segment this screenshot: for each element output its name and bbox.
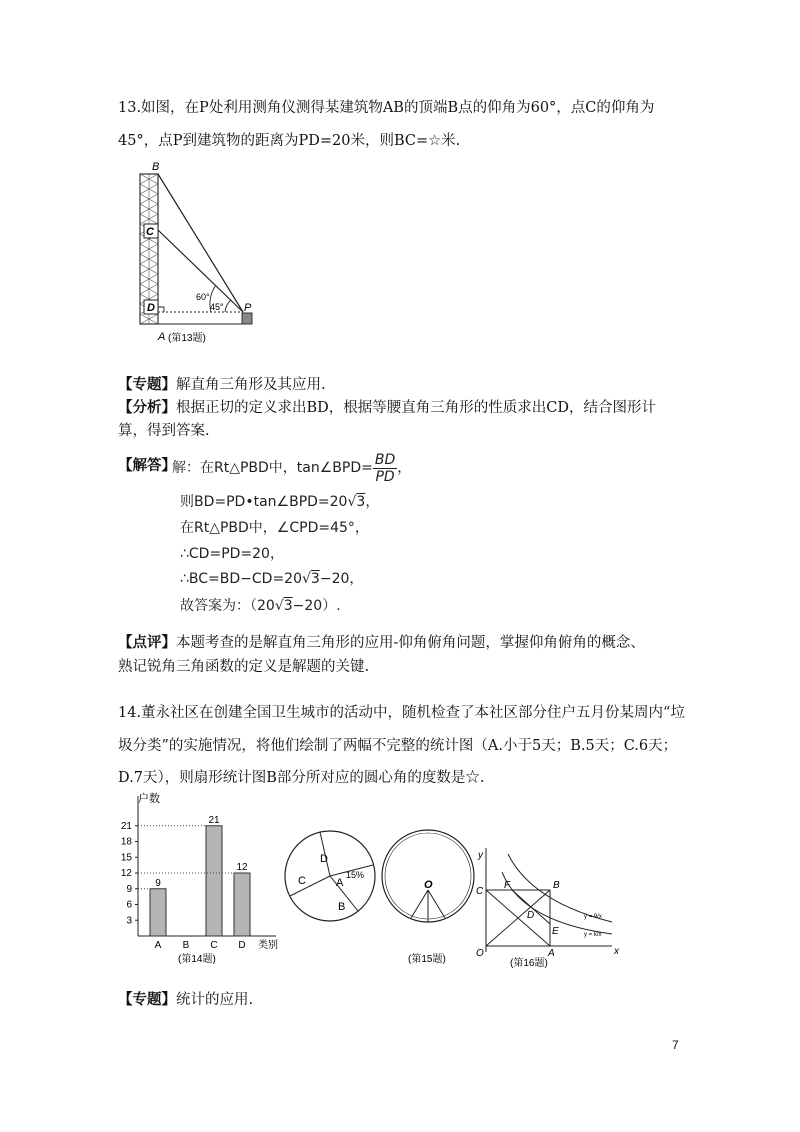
svg-text:y: y — [478, 850, 483, 861]
pie-slice-b: B — [338, 901, 346, 913]
theodolite — [242, 313, 252, 324]
q13-text-line1: 13.如图，在P处利用测角仪测得某建筑物AB的顶端B点的仰角为60°，点C的仰角为 — [118, 100, 655, 116]
answer-tag: 【解答】 — [118, 457, 176, 474]
label-a: A — [158, 331, 166, 343]
category-label-C: C — [210, 940, 218, 951]
figure-15 — [378, 822, 478, 972]
label-d: D — [147, 302, 155, 314]
category-label-B: B — [182, 940, 190, 951]
svg-text:B: B — [553, 880, 560, 891]
label-b: B — [152, 161, 160, 173]
pie-slice-a: A — [336, 877, 344, 889]
label-c: C — [146, 226, 154, 238]
y-axis-label: 户数 — [138, 793, 160, 805]
q13-comment-line2: 熟记锐角三角函数的定义是解题的关键. — [118, 659, 370, 675]
solution-line1: 解：在Rt△PBD中，tan∠BPD= $\frac{BD}{PD}$ ， — [172, 451, 412, 485]
svg-text:C: C — [476, 886, 484, 897]
pie-slice-c: C — [298, 875, 306, 887]
fraction-bd-pd: $\frac{BD}{PD}$ — [374, 451, 396, 485]
q13-text-line2: 45°，点P到建筑物的距离为PD=20米，则BC=☆米. — [118, 133, 461, 149]
figure-16 — [472, 842, 622, 970]
pie-slice-d: D — [320, 853, 328, 865]
svg-text:D: D — [527, 910, 535, 921]
svg-text:A: A — [548, 948, 555, 959]
comment-tag: 【点评】 — [118, 634, 176, 651]
q13-analysis-line1 — [118, 398, 656, 418]
q13-topic — [118, 375, 326, 395]
figure-13 — [130, 160, 270, 350]
y-tick-label: 18 — [120, 836, 132, 848]
bar-C — [206, 826, 222, 936]
q14-text-line3: D.7天），则扇形统计图B部分所对应的圆心角的度数是☆. — [118, 770, 485, 786]
data-label-D: 12 — [236, 862, 248, 873]
right-angle-mark — [158, 307, 164, 312]
y-tick-label: 6 — [126, 899, 132, 911]
y-tick-label: 9 — [126, 883, 132, 895]
q14-text-line1: 14.董永社区在创建全国卫生城市的活动中，随机检查了本社区部分住户五月份某周内“垃 — [118, 705, 685, 721]
pie-chart-14 — [282, 828, 378, 924]
svg-text:O: O — [476, 948, 484, 959]
y-tick-label: 21 — [120, 820, 132, 832]
page-number: 7 — [672, 1038, 679, 1052]
bar-A — [150, 889, 166, 936]
svg-text:y = k/x: y = k/x — [584, 932, 602, 938]
label-p: P — [244, 302, 252, 314]
category-label-A: A — [154, 940, 162, 951]
chart-caption: (第14题) — [178, 954, 216, 965]
arc-45 — [225, 300, 231, 312]
q14-text-line2: 圾分类”的实施情况，将他们绘制了两幅不完整的统计图（A.小于5天；B.5天；C.6天； — [118, 738, 678, 754]
y-tick-label: 12 — [120, 868, 132, 879]
svg-text:F: F — [504, 880, 511, 891]
curve-9-over-x — [508, 854, 612, 922]
x-axis-label: 类别 — [258, 940, 278, 951]
solution-line3: 在Rt△PBD中，∠CPD=45°， — [180, 520, 369, 536]
topic-tag: 【专题】 — [118, 376, 176, 393]
sqrt-sign: √ — [347, 494, 357, 510]
solution-line5: ∴BC=BD−CD=20√3−20， — [180, 571, 364, 587]
solution-line4: ∴CD=PD=20， — [180, 546, 284, 562]
pie-percent-label: 15% — [346, 870, 365, 880]
label-o: O — [424, 879, 433, 891]
y-tick-label: 15 — [120, 852, 132, 864]
bar-chart-14 — [118, 790, 288, 970]
analysis-text-1: 根据正切的定义求出BD，根据等腰直角三角形的性质求出CD，结合图形计 — [176, 400, 656, 416]
figure-16-caption: (第16题) — [510, 958, 548, 969]
svg-text:E: E — [552, 926, 559, 937]
figure-15-caption: (第15题) — [408, 954, 446, 965]
q14-topic: 【专题】统计的应用. — [118, 991, 254, 1008]
q13-analysis-line2: 算，得到答案. — [118, 423, 210, 439]
category-label-D: D — [238, 940, 246, 951]
label-60: 60° — [196, 292, 210, 302]
svg-text:x: x — [614, 946, 619, 957]
q13-comment-line1: 【点评】本题考查的是解直角三角形的应用-仰角俯角问题，掌握仰角俯角的概念、 — [118, 634, 645, 651]
figure-13-caption: (第13题) — [168, 333, 206, 344]
label-45: 45° — [210, 302, 224, 312]
analysis-tag: 【分析】 — [118, 399, 176, 416]
bar-D — [234, 873, 250, 936]
data-label-C: 21 — [208, 814, 220, 826]
data-label-A: 9 — [155, 877, 161, 889]
topic-text: 解直角三角形及其应用. — [176, 377, 326, 393]
y-tick-label: 3 — [126, 915, 132, 927]
solution-line6: 故答案为：（20√3−20）. — [180, 598, 341, 614]
svg-text:y = 9/x: y = 9/x — [584, 914, 602, 920]
solution-line2: 则BD=PD•tan∠BPD=20√3， — [180, 494, 380, 510]
